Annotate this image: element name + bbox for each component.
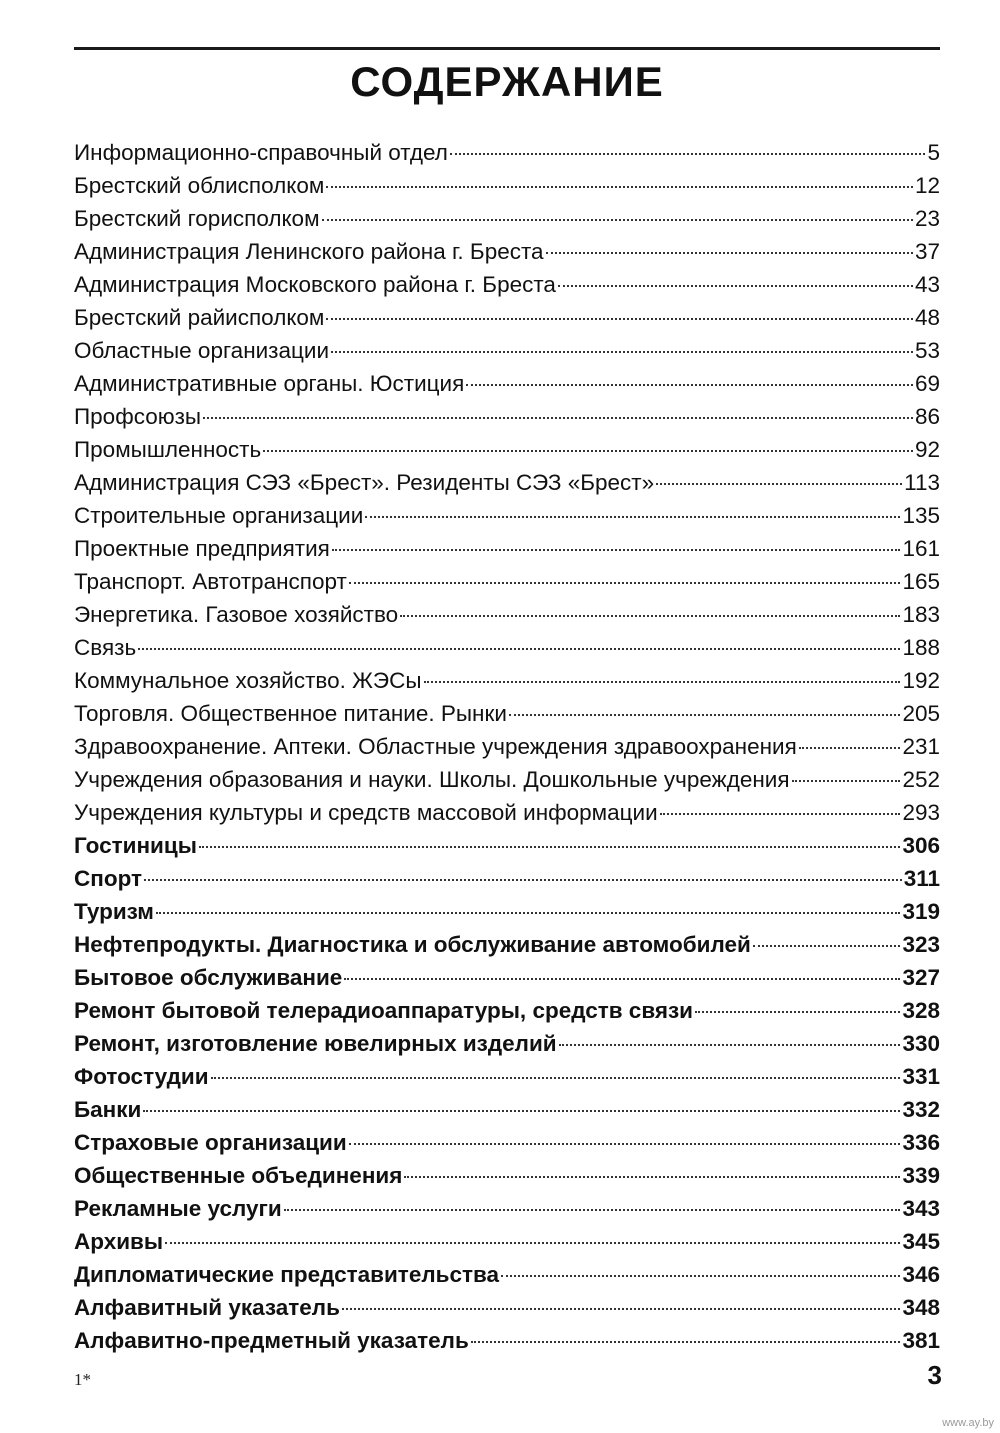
toc-entry-label: Торговля. Общественное питание. Рынки — [74, 701, 507, 726]
toc-entry[interactable] — [74, 136, 940, 169]
dot-leader — [143, 1110, 900, 1112]
toc-entry-page: 69 — [914, 371, 940, 396]
page-number: 3 — [927, 1360, 942, 1390]
toc-entry[interactable] — [74, 235, 940, 268]
dot-leader — [331, 351, 913, 353]
toc-entry-page: 327 — [902, 965, 940, 990]
dot-leader — [466, 384, 913, 386]
toc-entry-label: Проектные предприятия — [74, 536, 330, 561]
dot-leader — [199, 846, 901, 848]
toc-entry[interactable] — [74, 301, 940, 334]
toc-entry-label: Ремонт, изготовление ювелирных изделий — [74, 1031, 557, 1056]
toc-entry-label: Нефтепродукты. Диагностика и обслуживание автомобилей — [74, 932, 751, 957]
dot-leader — [326, 318, 913, 320]
toc-entry[interactable] — [74, 334, 940, 367]
dot-leader — [349, 582, 901, 584]
toc-entry-label: Промышленность — [74, 437, 262, 462]
toc-entry-page: 381 — [902, 1328, 940, 1353]
toc-entry-label: Связь — [74, 635, 137, 660]
toc-entry[interactable] — [74, 796, 940, 829]
toc-entry-page: 5 — [927, 140, 940, 165]
toc-entry[interactable] — [74, 565, 940, 598]
dot-leader — [450, 153, 926, 155]
dot-leader — [404, 1176, 900, 1178]
toc-entry[interactable] — [74, 928, 940, 961]
toc-entry[interactable] — [74, 829, 940, 862]
toc-entry-label: Администрация СЭЗ «Брест». Резиденты СЭЗ «Брест» — [74, 470, 655, 495]
toc-entry-label: Областные организации — [74, 338, 330, 363]
toc-entry-label: Рекламные услуги — [74, 1196, 282, 1221]
toc-entry[interactable] — [74, 433, 940, 466]
toc-entry-page: 339 — [902, 1163, 940, 1188]
toc-entry-label: Административные органы. Юстиция — [74, 371, 465, 396]
dot-leader — [211, 1077, 901, 1079]
toc-entry-label: Коммунальное хозяйство. ЖЭСы — [74, 668, 422, 693]
toc-entry-page: 311 — [903, 866, 940, 891]
toc-entry-label: Брестский горисполком — [74, 206, 320, 231]
toc-entry[interactable] — [74, 697, 940, 730]
toc-entry[interactable] — [74, 1225, 940, 1258]
dot-leader — [656, 483, 902, 485]
toc-entry-page: 183 — [902, 602, 940, 627]
toc-entry-page: 306 — [902, 833, 940, 858]
toc-entry[interactable] — [74, 1093, 940, 1126]
toc-entry-page: 328 — [902, 998, 940, 1023]
toc-entry-page: 336 — [902, 1130, 940, 1155]
dot-leader — [349, 1143, 901, 1145]
toc-entry-page: 135 — [902, 503, 940, 528]
toc-entry-label: Учреждения культуры и средств массовой информации — [74, 800, 658, 825]
dot-leader — [138, 648, 900, 650]
dot-leader — [332, 549, 901, 551]
toc-entry[interactable] — [74, 1060, 940, 1093]
toc-entry[interactable] — [74, 1159, 940, 1192]
toc-entry-label: Алфавитно-предметный указатель — [74, 1328, 469, 1353]
dot-leader — [559, 1044, 901, 1046]
toc-entry[interactable] — [74, 1258, 940, 1291]
dot-leader — [263, 450, 913, 452]
toc-entry-label: Брестский облисполком — [74, 173, 325, 198]
dot-leader — [322, 219, 913, 221]
toc-entry-page: 319 — [902, 899, 940, 924]
toc-entry[interactable] — [74, 400, 940, 433]
dot-leader — [144, 879, 902, 881]
toc-entry-label: Строительные организации — [74, 503, 364, 528]
toc-entry-page: 165 — [902, 569, 940, 594]
dot-leader — [342, 1308, 901, 1310]
dot-leader — [471, 1341, 901, 1343]
toc-entry-page: 43 — [914, 272, 940, 297]
toc-entry-page: 231 — [902, 734, 940, 759]
dot-leader — [753, 945, 901, 947]
toc-entry[interactable] — [74, 862, 940, 895]
dot-leader — [695, 1011, 900, 1013]
signature-mark: 1* — [74, 1370, 91, 1389]
watermark: www.ay.by — [942, 1417, 994, 1429]
dot-leader — [546, 252, 913, 254]
toc-entry[interactable] — [74, 202, 940, 235]
toc-entry-label: Администрация Московского района г. Бреста — [74, 272, 556, 297]
top-rule — [74, 47, 940, 50]
toc-entry-page: 161 — [902, 536, 940, 561]
toc-entry-page: 346 — [902, 1262, 940, 1287]
toc-entry-page: 23 — [914, 206, 940, 231]
toc-entry-label: Бытовое обслуживание — [74, 965, 343, 990]
toc-entry-page: 92 — [914, 437, 940, 462]
dot-leader — [365, 516, 900, 518]
toc-entry[interactable] — [74, 1291, 940, 1324]
toc-entry-page: 343 — [902, 1196, 940, 1221]
dot-leader — [501, 1275, 900, 1277]
toc-entry-page: 331 — [902, 1064, 940, 1089]
toc-entry-page: 12 — [914, 173, 940, 198]
dot-leader — [156, 912, 901, 914]
toc-entry[interactable] — [74, 367, 940, 400]
toc-entry[interactable] — [74, 466, 940, 499]
toc-entry-label: Администрация Ленинского района г. Бреста — [74, 239, 544, 264]
toc-entry[interactable] — [74, 763, 940, 796]
toc-entry-page: 205 — [902, 701, 940, 726]
dot-leader — [400, 615, 900, 617]
dot-leader — [165, 1242, 900, 1244]
toc-entry-page: 192 — [902, 668, 940, 693]
toc-entry-page: 330 — [902, 1031, 940, 1056]
dot-leader — [792, 780, 901, 782]
toc-entry-page: 252 — [902, 767, 940, 792]
toc-entry-page: 323 — [902, 932, 940, 957]
toc-entry[interactable] — [74, 730, 940, 763]
toc-entry-label: Транспорт. Автотранспорт — [74, 569, 347, 594]
toc-entry-label: Страховые организации — [74, 1130, 347, 1155]
toc-entry[interactable] — [74, 1192, 940, 1225]
toc-entry-label: Архивы — [74, 1229, 164, 1254]
dot-leader — [203, 417, 913, 419]
dot-leader — [660, 813, 901, 815]
toc-entry-label: Здравоохранение. Аптеки. Областные учреждения здравоохранения — [74, 734, 797, 759]
toc-entry-page: 113 — [904, 470, 940, 495]
toc-entry-label: Фотостудии — [74, 1064, 209, 1089]
dot-leader — [326, 186, 913, 188]
toc-entry-label: Энергетика. Газовое хозяйство — [74, 602, 399, 627]
toc-entry-label: Туризм — [74, 899, 154, 924]
toc-entry-label: Спорт — [74, 866, 143, 891]
toc-entry-page: 293 — [902, 800, 940, 825]
toc-entry[interactable] — [74, 994, 940, 1027]
toc-entry-label: Брестский райисполком — [74, 305, 325, 330]
toc-entry-label: Банки — [74, 1097, 142, 1122]
dot-leader — [509, 714, 901, 716]
toc-entry-page: 332 — [902, 1097, 940, 1122]
dot-leader — [799, 747, 901, 749]
toc-entry[interactable] — [74, 598, 940, 631]
toc-entry-page: 48 — [914, 305, 940, 330]
toc-entry-page: 345 — [902, 1229, 940, 1254]
toc-entry-page: 53 — [914, 338, 940, 363]
toc-entry-label: Учреждения образования и науки. Школы. Дошкольные учреждения — [74, 767, 790, 792]
toc-entry[interactable] — [74, 664, 940, 697]
toc-entry-label: Гостиницы — [74, 833, 197, 858]
toc-entry-label: Ремонт бытовой телерадиоаппаратуры, средств связи — [74, 998, 694, 1023]
toc-entry[interactable] — [74, 1027, 940, 1060]
dot-leader — [344, 978, 900, 980]
page-title: СОДЕРЖАНИЕ — [350, 58, 664, 105]
toc-entry[interactable] — [74, 499, 940, 532]
table-of-contents — [74, 136, 940, 1357]
toc-entry-page: 348 — [902, 1295, 940, 1320]
toc-entry[interactable] — [74, 532, 940, 565]
toc-entry[interactable] — [74, 1324, 940, 1357]
toc-entry[interactable] — [74, 1126, 940, 1159]
toc-entry[interactable] — [74, 268, 940, 301]
toc-entry[interactable] — [74, 895, 940, 928]
toc-entry-label: Информационно-справочный отдел — [74, 140, 448, 165]
toc-entry[interactable] — [74, 631, 940, 664]
toc-entry[interactable] — [74, 169, 940, 202]
toc-entry-label: Профсоюзы — [74, 404, 202, 429]
toc-entry-page: 188 — [902, 635, 940, 660]
toc-entry-label: Алфавитный указатель — [74, 1295, 340, 1320]
toc-entry-page: 86 — [914, 404, 940, 429]
toc-entry-label: Общественные объединения — [74, 1163, 403, 1188]
toc-entry-page: 37 — [914, 239, 940, 264]
toc-entry-label: Дипломатические представительства — [74, 1262, 500, 1287]
toc-entry[interactable] — [74, 961, 940, 994]
dot-leader — [424, 681, 901, 683]
dot-leader — [284, 1209, 901, 1211]
dot-leader — [558, 285, 913, 287]
